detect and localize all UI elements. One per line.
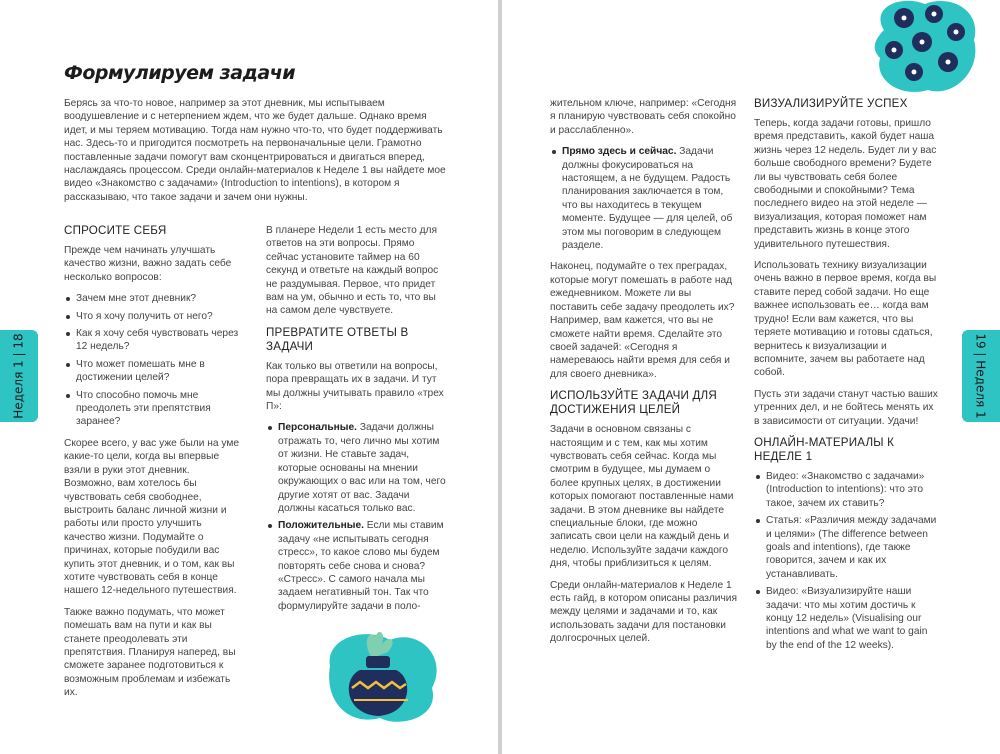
visualize-heading: ВИЗУАЛИЗИРУЙТЕ УСПЕХ xyxy=(754,97,908,110)
online-materials-list xyxy=(754,470,940,652)
obstacles-paragraph: Наконец, подумайте о тех преградах, которые могут помешать в работе над ежедневником. Можете ли вы поставить себе задачу преодолеть их? Например, вам кажется, что вы не сможете найти время. Сделайте это своей задачей: «Сегодня я намереваюсь найти время для себя и для своего дневника». xyxy=(550,261,735,380)
turn-heading: ПРЕВРАТИТЕ ОТВЕТЫ В ЗАДАЧИ xyxy=(266,325,409,353)
rule-text: Задачи должны фокусироваться на настоящем, а не будущем. Радость планирования заключается в том, что вы находитесь в текущем моменте. Будущее — для целей, об этом мы поговорим в следующем разделе. xyxy=(562,146,733,252)
left-column-1 xyxy=(64,224,240,708)
visualize-paragraph-2: Использовать технику визуализации очень важно в первое время, когда вы ставите перед собой задачи. Но еще важнее использовать ее… когда вам трудно! Если вам кажется, что вы теряете мотивацию и готовы сдаться, вернитесь к визуализации и вспомните, зачем вы работаете над собой. xyxy=(754,260,937,379)
intro-paragraph: Берясь за что-то новое, например за этот дневник, мы испытываем воодушевление и с нетерпением ждем, что же будет дальше. Однако время идет, и мы теряем мотивацию. Тогда нам нужно что-то, что будет поддерживать нас. Здесь-то и пригодится посмотреть на первоначальные цели. Грамотно поставленные задачи помогут вам сконцентрироваться и двигаться вперед, наслаждаясь процессом. Среди онлайн-материалов к Неделе 1 вы найдете мое видео «Знакомство с задачами» (Introduction to intentions), в котором я рассказываю, что такое задачи и зачем они нужны. xyxy=(64,98,446,203)
rule-label: Прямо здесь и сейчас. xyxy=(562,146,677,158)
list-item: Видео: «Знакомство с задачами» (Introduction to intentions): что это такое, зачем их ставить? xyxy=(754,470,940,510)
tab-label: 19 | Неделя 1 xyxy=(974,333,988,419)
rules-list-continued xyxy=(550,145,738,252)
list-item: Что может помешать мне в достижении целей? xyxy=(64,358,240,385)
list-item xyxy=(266,519,448,613)
use-paragraph-2: Среди онлайн-материалов к Неделе 1 есть гайд, в котором описаны различия между целями и задачами и то, как использовать задачи для постановки долгосрочных целей. xyxy=(550,579,737,645)
left-page xyxy=(0,0,499,754)
rule-label: Персональные. xyxy=(278,422,358,434)
ask-questions-list xyxy=(64,292,240,429)
ask-heading: СПРОСИТЕ СЕБЯ xyxy=(64,224,167,237)
visualize-paragraph-3: Пусть эти задачи станут частью ваших утренних дел, и не бойтесь менять их в зависимости от ситуации. Удачи! xyxy=(754,388,938,427)
visualize-paragraph-1: Теперь, когда задачи готовы, пришло время представить, какой будет наша жизнь через 12 недель. Будет ли у вас больше свободного времени? Будете ли вы чувствовать себя более свободными и спокойными? Тема последнего видео на этой неделе — визуализация, которая поможет нам представить жизнь в конце этого удивительного путешествия. xyxy=(754,118,937,250)
rules-list xyxy=(266,421,448,613)
rule-label: Положительные. xyxy=(278,520,364,532)
list-item: Что способно помочь мне преодолеть эти препятствия заранее? xyxy=(64,389,240,429)
intro-block xyxy=(64,97,448,212)
rule-text: Задачи должны отражать то, чего лично мы хотим от жизни. Не ставьте задач, которые основаны на мнении окружающих о вас или на том, чего другие хотят от вас. Задачи должны касаться только вас. xyxy=(278,422,446,514)
flowers-illustration xyxy=(870,0,980,95)
right-column-1 xyxy=(550,97,738,654)
list-item: Зачем мне этот дневник? xyxy=(64,292,240,305)
use-heading: ИСПОЛЬЗУЙТЕ ЗАДАЧИ ДЛЯ ДОСТИЖЕНИЯ ЦЕЛЕЙ xyxy=(550,389,717,417)
week-tab-left xyxy=(0,330,38,422)
week-tab-right xyxy=(962,330,1000,422)
ask-lead: Прежде чем начинать улучшать качество жизни, важно задать себе несколько вопросов: xyxy=(64,245,232,283)
tab-label: Неделя 1 | 18 xyxy=(12,333,26,419)
vase-illustration xyxy=(320,618,450,728)
right-page xyxy=(502,0,1000,754)
planner-paragraph: В планере Недели 1 есть место для ответов на эти вопросы. Прямо сейчас установите таймер на 60 секунд и ответьте на каждый вопрос не раздумывая. Первое, что придет вам на ум, обычно и есть то, что вы на самом деле чувствуете. xyxy=(266,225,439,317)
left-column-2 xyxy=(266,224,448,621)
list-item: Статья: «Различия между задачами и целями» (The difference between goals and intentions), где также говорится, зачем и как их устанавливать. xyxy=(754,514,940,581)
list-item: Видео: «Визуализируйте наши задачи: что мы хотим достичь к концу 12 недель» (Visualising our intentions and what we want to gain by the end of the 12 weeks). xyxy=(754,585,940,652)
ask-paragraph-2: Также важно подумать, что может помешать вам на пути и как вы станете преодолевать эти препятствия. Планируя наперед, вы сможете заранее подготовиться к возможным проблемам и избежать их. xyxy=(64,606,236,699)
rule-text: Если мы ставим задачу «не испытывать сегодня стресс», то какое слово мы будем повторять себе снова и снова? «Стресс». С самого начала мы задаем негативный тон. Так что формулируйте задачи в поло- xyxy=(278,520,444,612)
vase-neck xyxy=(366,656,390,668)
list-item xyxy=(550,145,738,252)
online-heading: ОНЛАЙН-МАТЕРИАЛЫ К НЕДЕЛЕ 1 xyxy=(754,435,895,463)
ask-paragraph-1: Скорее всего, у вас уже были на уме какие-то цели, когда вы впервые взяли в руки этот дневник. Возможно, вам хотелось бы чувствовать себя свободнее, выстроить баланс личной жизни и работы или просто улучшить качество жизни. Подумайте о причинах, которые побудили вас купить этот дневник, и о том, как вы хотите чувствовать себя в конце нашего 12-недельного путешествия. xyxy=(64,437,240,597)
right-column-2 xyxy=(754,97,940,660)
list-item xyxy=(266,421,448,515)
use-paragraph-1: Задачи в основном связаны с настоящим и с тем, как мы хотим чувствовать себя сейчас. Когда мы смотрим в будущее, мы думаем о более крупных целях, в достижении которых помогают поставленные нами задачи. В этом дневнике вы найдете специальные блоки, где можно записать свои цели на каждый день и неделю. Используйте задачи каждого дня, чтобы приблизиться к целям. xyxy=(550,424,734,570)
turn-lead: Как только вы ответили на вопросы, пора превращать их в задачи. И тут мы должны учитывать правило «трех П»: xyxy=(266,360,444,413)
continued-paragraph: жительном ключе, например: «Сегодня я планирую чувствовать себя спокойно и расслабленно». xyxy=(550,98,737,136)
list-item: Что я хочу получить от него? xyxy=(64,310,240,323)
list-item: Как я хочу себя чувствовать через 12 недель? xyxy=(64,327,240,354)
page-title: Формулируем задачи xyxy=(64,62,296,84)
